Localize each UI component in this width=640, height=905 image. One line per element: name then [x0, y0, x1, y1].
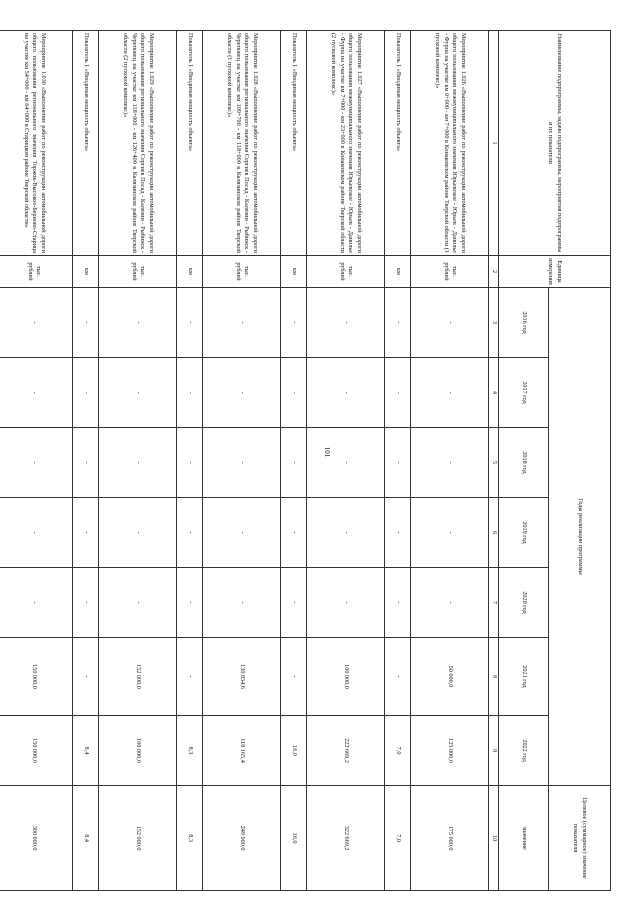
- row-value: -: [73, 638, 99, 716]
- row-value: -: [307, 358, 385, 428]
- row-unit: км: [73, 256, 99, 288]
- row-value: -: [203, 358, 281, 428]
- measure-row: [411, 31, 489, 891]
- row-unit: км: [281, 256, 307, 288]
- row-value: -: [99, 358, 177, 428]
- measure-row: [99, 31, 177, 891]
- row-name: Показатель 1 «Вводимая мощность объекта»: [177, 31, 203, 256]
- row-value: 150 000,0: [0, 716, 73, 786]
- row-value: 222 669,2: [307, 716, 385, 786]
- page-number: 101: [323, 446, 331, 458]
- row-value: -: [281, 358, 307, 428]
- col-number: 5: [489, 428, 499, 498]
- row-unit: тыс. рублей: [411, 256, 489, 288]
- row-value: -: [0, 428, 73, 498]
- header-year-2016: 2016 год: [499, 288, 549, 358]
- row-value: -: [281, 638, 307, 716]
- row-value: -: [177, 288, 203, 358]
- header-year-2019: 2019 год: [499, 498, 549, 568]
- row-value: -: [203, 428, 281, 498]
- row-value: -: [177, 358, 203, 428]
- row-value: 8,3: [177, 716, 203, 786]
- col-number: 2: [489, 256, 499, 288]
- row-value: -: [307, 288, 385, 358]
- row-value: -: [177, 568, 203, 638]
- row-value: -: [177, 498, 203, 568]
- row-total: 175 000,0: [411, 786, 489, 891]
- row-value: 8,4: [73, 716, 99, 786]
- row-total: 249 000,0: [203, 786, 281, 891]
- row-value: 100 000,0: [307, 638, 385, 716]
- row-value: -: [73, 288, 99, 358]
- row-value: -: [411, 498, 489, 568]
- rotated-table-wrapper: [22, 30, 611, 890]
- row-value: -: [99, 498, 177, 568]
- row-value: -: [281, 428, 307, 498]
- row-total: 16,0: [281, 786, 307, 891]
- indicator-row: [73, 31, 99, 891]
- row-value: -: [177, 428, 203, 498]
- row-value: -: [281, 498, 307, 568]
- row-value: 130 834,6: [203, 638, 281, 716]
- header-unit: Единица измерения: [499, 256, 611, 288]
- measure-row: [307, 31, 385, 891]
- row-value: 50 000,0: [411, 638, 489, 716]
- row-value: -: [177, 638, 203, 716]
- row-value: -: [73, 568, 99, 638]
- header-year-2020: 2020 год: [499, 568, 549, 638]
- col-number: 10: [489, 786, 499, 891]
- row-total: 322 669,2: [307, 786, 385, 891]
- row-value: 118 165,4: [203, 716, 281, 786]
- row-total: 152 000,0: [99, 786, 177, 891]
- row-value: -: [385, 358, 411, 428]
- row-value: -: [411, 568, 489, 638]
- row-value: -: [0, 288, 73, 358]
- col-number: 7: [489, 568, 499, 638]
- col-number: 1: [489, 31, 499, 256]
- row-value: -: [73, 428, 99, 498]
- row-value: -: [0, 568, 73, 638]
- row-value: -: [385, 428, 411, 498]
- row-value: -: [0, 358, 73, 428]
- row-value: -: [203, 498, 281, 568]
- row-total: 300 000,0: [0, 786, 73, 891]
- row-value: -: [73, 498, 99, 568]
- row-name: Мероприятие 1.030 «Выполнение работ по реконструкции автомобильной дороги общего пользования регионального значения Торжок-Высокое-Берново-Старица на участке км 54+000 - км 64+000 в Старицком районе Тверской области»: [0, 31, 73, 256]
- row-unit: км: [177, 256, 203, 288]
- header-target-value: значение: [499, 786, 549, 891]
- row-value: -: [385, 638, 411, 716]
- indicator-row: [385, 31, 411, 891]
- row-value: -: [281, 568, 307, 638]
- col-number: 3: [489, 288, 499, 358]
- row-value: -: [411, 358, 489, 428]
- row-value: 152 000,0: [99, 638, 177, 716]
- row-name: Мероприятие 1.027 «Выполнение работ по реконструкции автомобильной дороги общего пользования межмуниципального значения Юрьевское - Юрьев - Данилье - Фурпа на участке км 7+000 - км 23+000 в Конаковском районе Тверской области (2 пусковой комплекс)»: [307, 31, 385, 256]
- row-total: 8,4: [73, 786, 99, 891]
- row-value: -: [307, 568, 385, 638]
- row-value: -: [99, 288, 177, 358]
- row-unit: тыс. рублей: [99, 256, 177, 288]
- measure-row: [203, 31, 281, 891]
- indicator-row: [281, 31, 307, 891]
- row-value: -: [281, 288, 307, 358]
- header-year-2018: 2018 год: [499, 428, 549, 498]
- row-value: 150 000,0: [0, 638, 73, 716]
- row-value: 125 000,0: [411, 716, 489, 786]
- row-total: 7,0: [385, 786, 411, 891]
- header-year-2021: 2021 год: [499, 638, 549, 716]
- row-value: -: [0, 498, 73, 568]
- row-value: 7,0: [385, 716, 411, 786]
- header-target: Целевое (суммарное) значение показателя: [549, 786, 611, 891]
- row-total: 8,3: [177, 786, 203, 891]
- row-name: Мероприятие 1.029 «Выполнение работ по реконструкции автомобильной дороги общего пользования регионального значения Сергиев Посад - Калязин - Рыбинск - Череповец на участке км 118+000 - км 126+400 в Калязинском районе Тверской области (2 пусковой комплекс)»: [99, 31, 177, 256]
- row-unit: тыс. рублей: [0, 256, 73, 288]
- row-value: -: [385, 568, 411, 638]
- col-number: 9: [489, 716, 499, 786]
- row-value: -: [411, 288, 489, 358]
- row-name: Показатель 1 «Вводимая мощность объекта»: [281, 31, 307, 256]
- row-value: -: [307, 428, 385, 498]
- row-value: 16,0: [281, 716, 307, 786]
- row-value: 100 000,0: [99, 716, 177, 786]
- col-number: 6: [489, 498, 499, 568]
- header-years-group: Годы реализации программы: [549, 288, 611, 786]
- row-value: -: [99, 568, 177, 638]
- row-value: -: [385, 498, 411, 568]
- col-number: 8: [489, 638, 499, 716]
- row-value: -: [411, 428, 489, 498]
- row-name: Мероприятие 1.028 «Выполнение работ по реконструкции автомобильной дороги общего пользования регионального значения Сергиев Посад - Калязин - Рыбинск - Череповец на участке км 109+700 - км 118+000 в Калязинском районе Тверской области (1 пусковой комплекс)»: [203, 31, 281, 256]
- row-value: -: [73, 358, 99, 428]
- row-unit: тыс. рублей: [203, 256, 281, 288]
- row-name: Показатель 1 «Вводимая мощность объекта»: [73, 31, 99, 256]
- col-number: 4: [489, 358, 499, 428]
- row-value: -: [203, 288, 281, 358]
- header-year-2017: 2017 год: [499, 358, 549, 428]
- program-table: [0, 30, 611, 891]
- header-name: Наименование подпрограммы, задачи подпрограммы, мероприятия подпрограммы и их показатели: [499, 31, 611, 256]
- indicator-row: [177, 31, 203, 891]
- row-value: -: [203, 568, 281, 638]
- row-value: -: [99, 428, 177, 498]
- measure-row: [0, 31, 73, 891]
- header-year-2022: 2022 год: [499, 716, 549, 786]
- row-name: Показатель 1 «Вводимая мощность объекта»: [385, 31, 411, 256]
- table-body: [0, 31, 489, 891]
- row-unit: тыс. рублей: [307, 256, 385, 288]
- row-value: -: [385, 288, 411, 358]
- row-name: Мероприятие 1.026 «Выполнение работ по реконструкции автомобильной дороги общего пользования межмуниципального значения Юрьевское - Юрьев - Данилье - Фурпа на участке км 0+000 - км 7+000 в Конаковском районе Тверской области (1 пусковой комплекс)»: [411, 31, 489, 256]
- row-unit: км: [385, 256, 411, 288]
- row-value: -: [307, 498, 385, 568]
